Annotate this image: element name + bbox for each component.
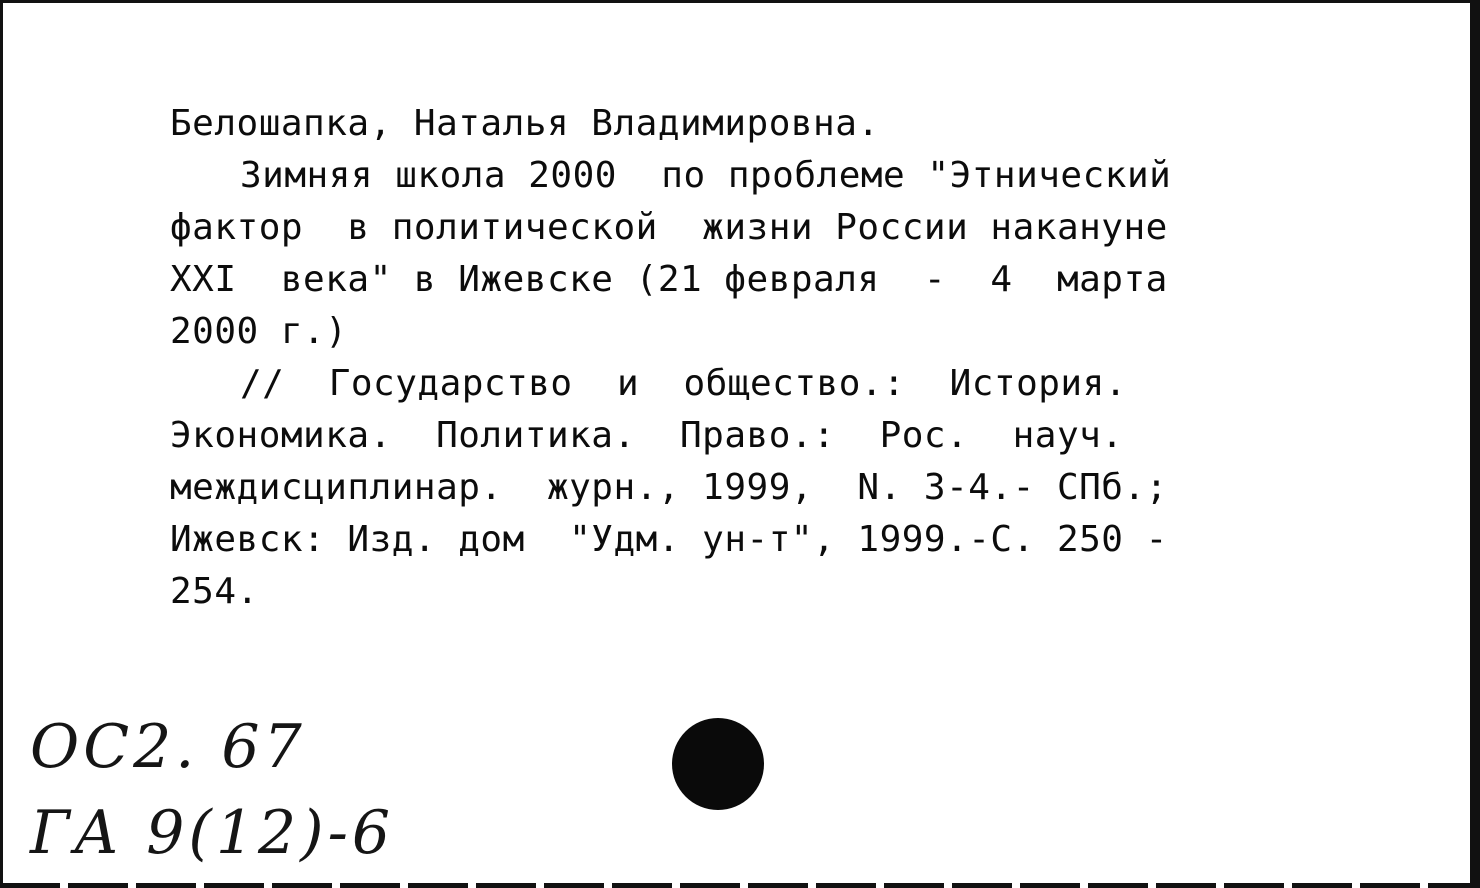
handwritten-shelfmark-1: ОС2. 67 <box>30 712 306 782</box>
source-line-1: // Государство и общество.: История. <box>240 363 1127 404</box>
source-line-2: Экономика. Политика. Право.: Рос. науч. <box>170 415 1124 456</box>
title-line-1: Зимняя школа 2000 по проблеме "Этнический <box>240 155 1172 196</box>
typed-entry <box>170 98 1270 618</box>
card-top-edge <box>0 0 1480 3</box>
card-bottom-edge <box>0 883 1480 888</box>
source-line-4: Ижевск: Изд. дом "Удм. ун-т", 1999.-С. 250 - <box>170 519 1168 560</box>
title-line-4: 2000 г.) <box>170 311 348 352</box>
title-line-2: фактор в политической жизни России накануне <box>170 207 1168 248</box>
title-line-3: XXI века" в Ижевске (21 февраля - 4 марта <box>170 259 1168 300</box>
handwritten-shelfmark-2: ГА 9(12)-6 <box>30 798 395 868</box>
card-right-edge <box>1470 0 1480 888</box>
card-punch-hole <box>672 718 764 810</box>
source-line-3: междисциплинар. журн., 1999, N. 3-4.- СПб.; <box>170 467 1168 508</box>
author-line: Белошапка, Наталья Владимировна. <box>170 103 880 144</box>
card-left-edge <box>0 0 3 888</box>
source-line-5: 254. <box>170 571 259 612</box>
